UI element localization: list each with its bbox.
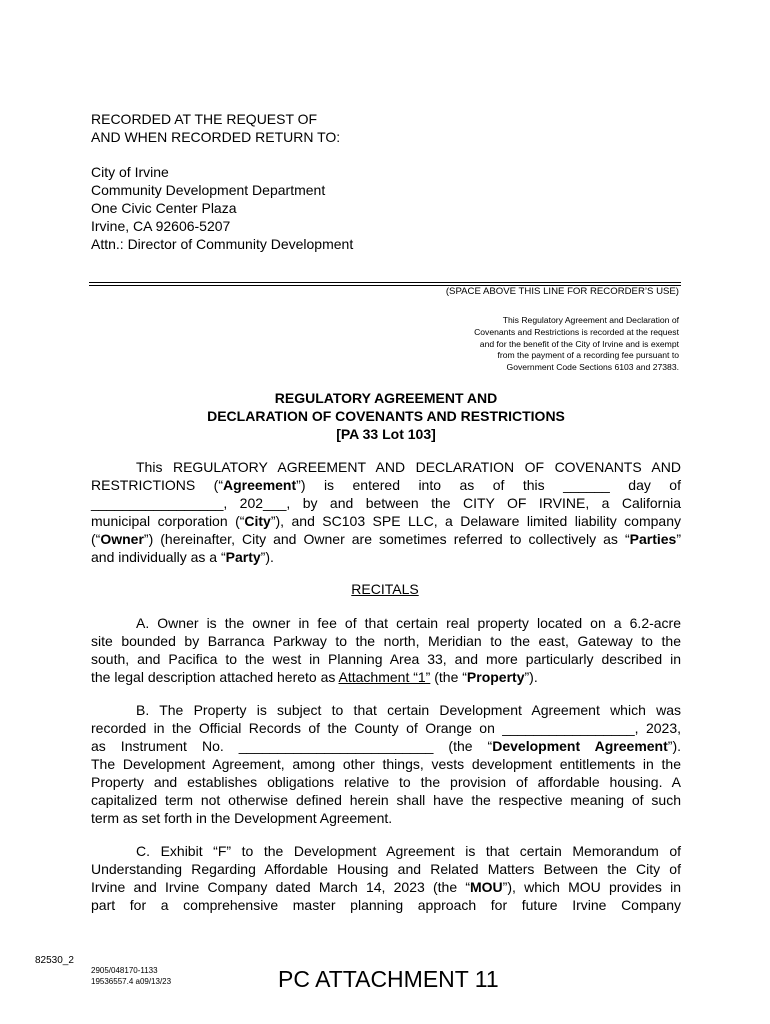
term-property: Property (466, 669, 525, 685)
exempt-line-5: Government Code Sections 6103 and 27383. (506, 362, 679, 373)
title-line-3: [PA 33 Lot 103] (336, 426, 436, 442)
document-title (90, 389, 682, 443)
recital-c (91, 842, 681, 914)
recital-b-line-2: recorded in the Official Records of the County of Orange on _________________, 2023, (91, 720, 681, 736)
return-address-line-4: Irvine, CA 92606-5207 (91, 218, 231, 234)
exempt-line-3: and for the benefit of the City of Irvine and is exempt (479, 338, 679, 349)
return-address-line-1: City of Irvine (91, 164, 169, 180)
intro-line-5: (“Owner”) (hereinafter, City and Owner are sometimes referred to collectively as “Parties” (91, 531, 681, 547)
footer-code-1: 2905/048170-1133 (91, 966, 158, 975)
exempt-line-2: Covenants and Restrictions is recorded at the request (474, 326, 679, 337)
recital-a (91, 614, 681, 686)
intro-line-1: This REGULATORY AGREEMENT AND DECLARATION OF COVENANTS AND (136, 459, 681, 475)
return-address-line-2: Community Development Department (91, 182, 326, 198)
recital-a-line-4: the legal description attached hereto as Attachment “1” (the “Property”). (91, 669, 538, 685)
term-owner: Owner (100, 531, 144, 547)
recital-c-line-4: part for a comprehensive master planning approach for future Irvine Company (91, 897, 681, 913)
recital-c-line-3: Irvine and Irvine Company dated March 14, 2023 (the “MOU”), which MOU provides in (91, 879, 681, 895)
intro-line-2: RESTRICTIONS (“Agreement”) is entered into as of this ______ day of (91, 477, 681, 493)
recital-a-line-1: A. Owner is the owner in fee of that certain real property located on a 6.2-acre (136, 615, 681, 631)
intro-line-6: and individually as a “Party”). (91, 549, 274, 565)
recital-b-line-6: capitalized term not otherwise defined herein shall have the respective meaning of such (91, 792, 681, 808)
attachment-1-reference: Attachment “1” (338, 669, 431, 685)
term-city: City (244, 513, 271, 529)
title-line-2: DECLARATION OF COVENANTS AND RESTRICTIONS (207, 408, 565, 424)
intro-paragraph (91, 458, 681, 566)
recording-line-1: RECORDED AT THE REQUEST OF (91, 111, 318, 127)
recital-b-line-5: Property and establishes obligations relative to the provision of affordable housing. A (91, 774, 681, 790)
recital-b-line-7: term as set forth in the Development Agreement. (91, 810, 393, 826)
term-agreement: Agreement (223, 477, 297, 493)
recital-b-line-4: The Development Agreement, among other things, vests development entitlements in the (91, 756, 681, 772)
recital-a-line-3: south, and Pacifica to the west in Planning Area 33, and more particularly described in (91, 651, 681, 667)
term-party: Party (225, 549, 261, 565)
attachment-label: PC ATTACHMENT 11 (278, 966, 499, 992)
return-address-line-3: One Civic Center Plaza (91, 200, 237, 216)
recital-b (91, 701, 681, 827)
recital-b-line-1: B. The Property is subject to that certain Development Agreement which was (136, 702, 681, 718)
exempt-line-4: from the payment of a recording fee pursuant to (497, 350, 679, 361)
recording-line-2: AND WHEN RECORDED RETURN TO: (91, 129, 341, 145)
recorder-divider-top (89, 282, 681, 283)
document-id: 82530_2 (35, 955, 74, 966)
recital-a-line-2: site bounded by Barranca Parkway to the north, Meridian to the east, Gateway to the (91, 633, 681, 649)
recitals-heading: RECITALS (351, 581, 419, 597)
recital-c-line-1: C. Exhibit “F” to the Development Agreement is that certain Memorandum of (136, 843, 681, 859)
recording-request-block (91, 110, 353, 253)
term-parties: Parties (629, 531, 677, 547)
fee-exemption-note (379, 315, 679, 374)
term-mou: MOU (469, 879, 503, 895)
intro-line-4: municipal corporation (“City”), and SC103 SPE LLC, a Delaware limited liability company (91, 513, 681, 529)
intro-line-3: _________________, 202___, by and between the CITY OF IRVINE, a California (91, 495, 681, 511)
footer-code-2: 19536557.4 a09/13/23 (91, 977, 172, 986)
recital-c-line-2: Understanding Regarding Affordable Housing and Related Matters Between the City of (91, 861, 681, 877)
return-address-line-5: Attn.: Director of Community Development (91, 236, 354, 252)
footer-codes (91, 965, 171, 987)
exempt-line-1: This Regulatory Agreement and Declaration of (502, 315, 679, 325)
term-development-agreement: Development Agreement (492, 738, 668, 754)
title-line-1: REGULATORY AGREEMENT AND (274, 390, 498, 406)
recorder-space-note: (SPACE ABOVE THIS LINE FOR RECORDER’S USE) (445, 286, 679, 297)
recital-b-line-3: as Instrument No. _________________________ (the “Development Agreement”). (91, 738, 681, 754)
